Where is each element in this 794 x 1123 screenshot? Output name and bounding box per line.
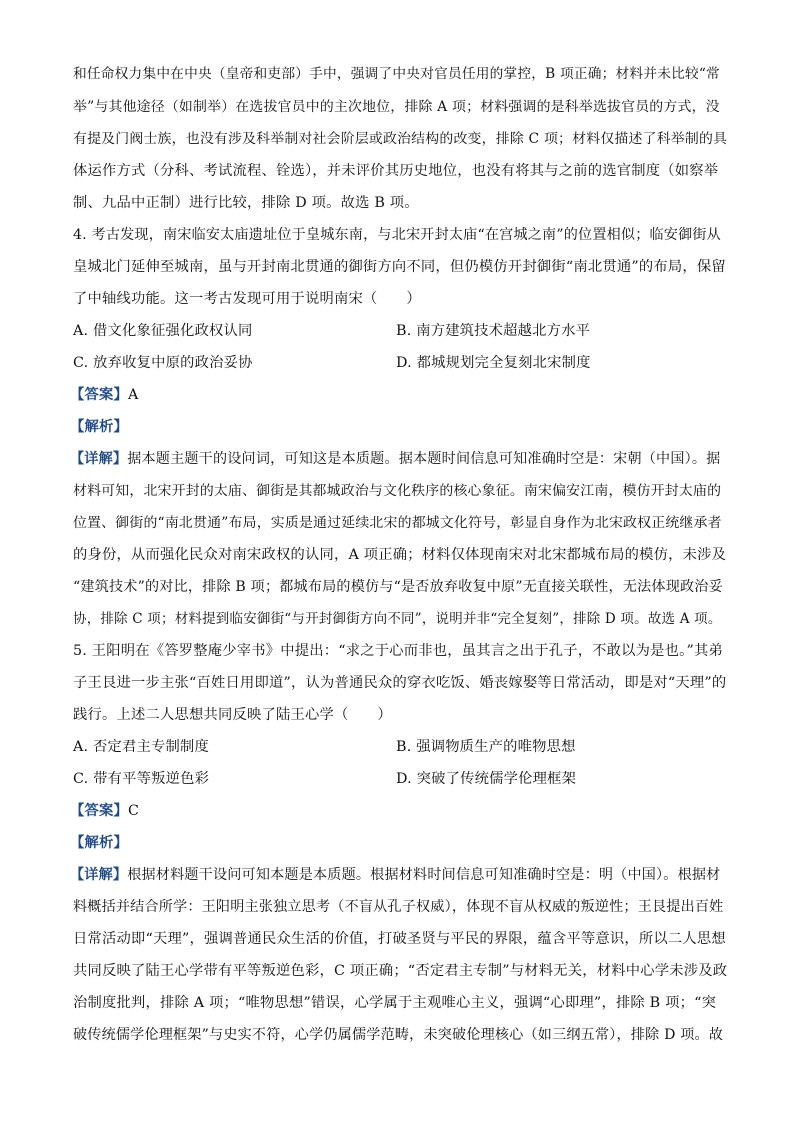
q4-answer <box>70 385 139 405</box>
detail-tag: 【详解】 <box>70 867 128 883</box>
q4-detail-line <box>70 449 720 469</box>
q5-analysis-tag <box>70 833 128 853</box>
q5-detail-line: 治制度批判，排除 A 项；“唯物思想”错误，心学属于主观唯心主义，强调“心即理”，排除 B 项；“突 <box>73 995 717 1011</box>
detail-text: 据本题主题干的设问词，可知这是本质题。据本题时间信息可知准确时空是：宋朝（中国）。据 <box>127 451 721 467</box>
detail-tag: 【详解】 <box>70 451 128 467</box>
q4-stem-line: 皇城北门延伸至城南，虽与开封南北贯通的御街方向不同，但仍模仿开封御街“南北贯通”的布局，保留 <box>73 259 726 275</box>
answer-value: C <box>128 803 140 819</box>
q3-text-line: 体运作方式（分科、考试流程、铨选），并未评价其历史地位，也没有将其与之前的选官制度（如察举 <box>73 163 719 179</box>
q4-detail-line: 的身份，从而强化民众对南宋政权的认同，A 项正确；材料仅体现南宋对北宋都城布局的模仿，未涉及 <box>73 547 727 563</box>
q3-text-line: 和任命权力集中在中央（皇帝和吏部）手中，强调了中央对官员任用的掌控，B 项正确；材料并未比较“常 <box>73 66 720 82</box>
q5-option-c: C. 带有平等叛逆色彩 <box>73 771 210 787</box>
q5-option-a: A. 否定君主专制制度 <box>73 739 209 755</box>
q4-stem-line: 了中轴线功能。这一考古发现可用于说明南宋（ ） <box>73 291 421 307</box>
q4-detail-line: 位置、御街的“南北贯通”布局，实质是通过延续北宋的都城文化符号，彰显自身作为北宋政权正统继承者 <box>73 515 722 531</box>
q5-detail-line: 破传统儒学伦理框架”与史实不符，心学仍属儒学范畴，未突破伦理核心（如三纲五常），排除 D 项。故 <box>73 1027 724 1043</box>
answer-value: A <box>128 387 139 403</box>
answer-tag: 【答案】 <box>70 803 128 819</box>
q3-text-line: 举”与其他途径（如制举）在选拔官员中的主次地位，排除 A 项；材料强调的是科举选拔官员的方式，没 <box>73 99 720 115</box>
q5-stem-line: 子王艮进一步主张“百姓日用即道”，认为普通民众的穿衣吃饭、婚丧嫁娶等日常活动，即是对“天理”的 <box>73 675 727 691</box>
analysis-tag: 【解析】 <box>70 419 128 435</box>
q3-text-line: 有提及门阀士族，也没有涉及科举制对社会阶层或政治结构的改变，排除 C 项；材料仅描述了科举制的具 <box>73 131 728 147</box>
analysis-tag: 【解析】 <box>70 835 128 851</box>
q5-detail-line: 日常活动即“天理”，强调普通民众生活的价值，打破圣贤与平民的界限，蕴含平等意识，所以二人思想 <box>73 931 726 947</box>
q4-detail-line: 协，排除 C 项；材料提到临安御街“与开封御街方向不同”，说明并非“完全复刻”，排除 D 项。故选 A 项。 <box>73 611 722 627</box>
q5-option-b: B. 强调物质生产的唯物思想 <box>396 739 576 755</box>
q5-stem-line: 5. 王阳明在《答罗整庵少宰书》中提出：“求之于心而非也，虽其言之出于孔子，不敢以为是也。”其弟 <box>73 643 724 659</box>
q4-option-a: A. 借文化象征强化政权认同 <box>73 323 253 339</box>
q4-option-c: C. 放弃收复中原的政治妥协 <box>73 355 253 371</box>
q5-detail-line: 料概括并结合所学：王阳明主张独立思考（不盲从孔子权威），体现不盲从权威的叛逆性；王艮提出百姓 <box>73 899 724 915</box>
q4-option-d: D. 都城规划完全复刻北宋制度 <box>396 355 591 371</box>
q4-option-b: B. 南方建筑技术超越北方水平 <box>396 323 591 339</box>
q3-text-line: 制、九品中正制）进行比较，排除 D 项。故选 B 项。 <box>73 195 419 211</box>
answer-tag: 【答案】 <box>70 387 128 403</box>
q5-option-d: D. 突破了传统儒学伦理框架 <box>396 771 577 787</box>
detail-text: 根据材料题干设问可知本题是本质题。根据材料时间信息可知准确时空是：明（中国）。根据材 <box>127 867 721 883</box>
q4-detail-line: 材料可知，北宋开封的太庙、御街是其都城政治与文化秩序的核心象征。南宋偏安江南，模仿开封太庙的 <box>73 483 722 499</box>
q5-detail-line: 共同反映了陆王心学带有平等叛逆色彩，C 项正确；“否定君主专制”与材料无关，材料中心学未涉及政 <box>73 963 728 979</box>
q4-detail-line: “建筑技术”的对比，排除 B 项；都城布局的模仿与“是否放弃收复中原”无直接关联性，无法体现政治妥 <box>73 579 723 595</box>
q4-analysis-tag <box>70 417 128 437</box>
q5-stem-line: 践行。上述二人思想共同反映了陆王心学（ ） <box>73 707 392 723</box>
q5-answer <box>70 801 139 821</box>
q5-detail-line <box>70 865 720 885</box>
q4-stem-line: 4. 考古发现，南宋临安太庙遗址位于皇城东南，与北宋开封太庙“在宫城之南”的位置相似；临安御街从 <box>73 227 721 243</box>
